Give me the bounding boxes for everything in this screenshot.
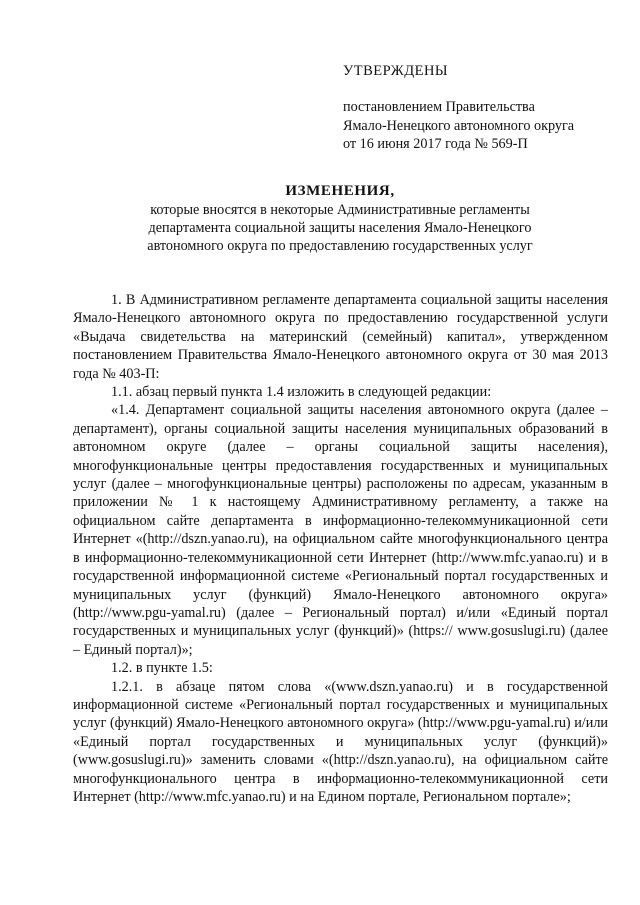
body-paragraph-1-1: 1.1. абзац первый пункта 1.4 изложить в следующей редакции: bbox=[111, 384, 492, 401]
approval-block bbox=[343, 62, 633, 154]
body-paragraph-1: 1. В Административном регламенте департамента социальной защиты населения Ямало-Ненецкого автономного округа по предоставлению государственной услуги «Выдача свидетельства на материнский (семейный) капитал», утвержденном постановлением Правительства Ямало-Ненецкого автономного округа от 30 мая 2013 года № 403-П: bbox=[73, 292, 608, 382]
title-subtitle-line: департамента социальной защиты населения Ямало-Ненецкого bbox=[148, 220, 532, 237]
body-paragraph-1-2: 1.2. в пункте 1.5: bbox=[111, 660, 213, 677]
approval-heading: УТВЕРЖДЕНЫ bbox=[343, 63, 449, 79]
document-body bbox=[73, 291, 608, 806]
body-paragraph-1-2-1: 1.2.1. в абзаце пятом слова «(www.dszn.yanao.ru) и в государственной информационной системе «Региональный портал государственных и муниципальных услуг (функций) Ямало-Ненецкого автономного округа» (http://www.pgu-yamal.ru) и/или «Единый портал государственных и муниципальных услуг (функций)» (www.gosuslugi.ru)» заменить словами «(http://dszn.yanao.ru), на официальном сайте многофункционального центра в информационно-телекоммуникационной сети Интернет (http://www.mfc.yanao.ru) и на Едином портале, Региональном портале»; bbox=[73, 678, 608, 805]
title-subtitle-line: автономного округа по предоставлению государственных услуг bbox=[147, 238, 533, 255]
document-title: ИЗМЕНЕНИЯ, bbox=[285, 183, 395, 199]
body-paragraph-quote-1-4: «1.4. Департамент социальной защиты населения автономного округа (далее – департамент), органы социальной защиты населения муниципальных образований в автономном округе (далее – органы социальной защиты населения), многофункциональные центры предоставления государственных и муниципальных услуг (далее – многофункциональные центры) расположены по адресам, указанным в приложении № 1 к настоящему Административному регламенту, а также на официальном сайте департамента в информационно-телекоммуникационной сети Интернет «(http://dszn.yanao.ru), на официальном сайте многофункционального центра в информационно-телекоммуникационной сети Интернет (http://www.mfc.yanao.ru) и в государственной информационной системе «Региональный портал государственных и муниципальных услуг (функций) Ямало-Ненецкого автономного округа» (http://www.pgu-yamal.ru) (далее – Региональный портал) и/или «Единый портал государственных и муниципальных услуг (функций)» (https:// www.gosuslugi.ru) (далее – Единый портал)»; bbox=[73, 402, 608, 658]
title-subtitle-line: которые вносятся в некоторые Административные регламенты bbox=[150, 202, 530, 219]
approval-line: Ямало-Ненецкого автономного округа bbox=[343, 117, 575, 134]
approval-line: постановлением Правительства bbox=[343, 99, 535, 116]
approval-line: от 16 июня 2017 года № 569-П bbox=[343, 136, 528, 153]
title-block bbox=[70, 182, 610, 255]
